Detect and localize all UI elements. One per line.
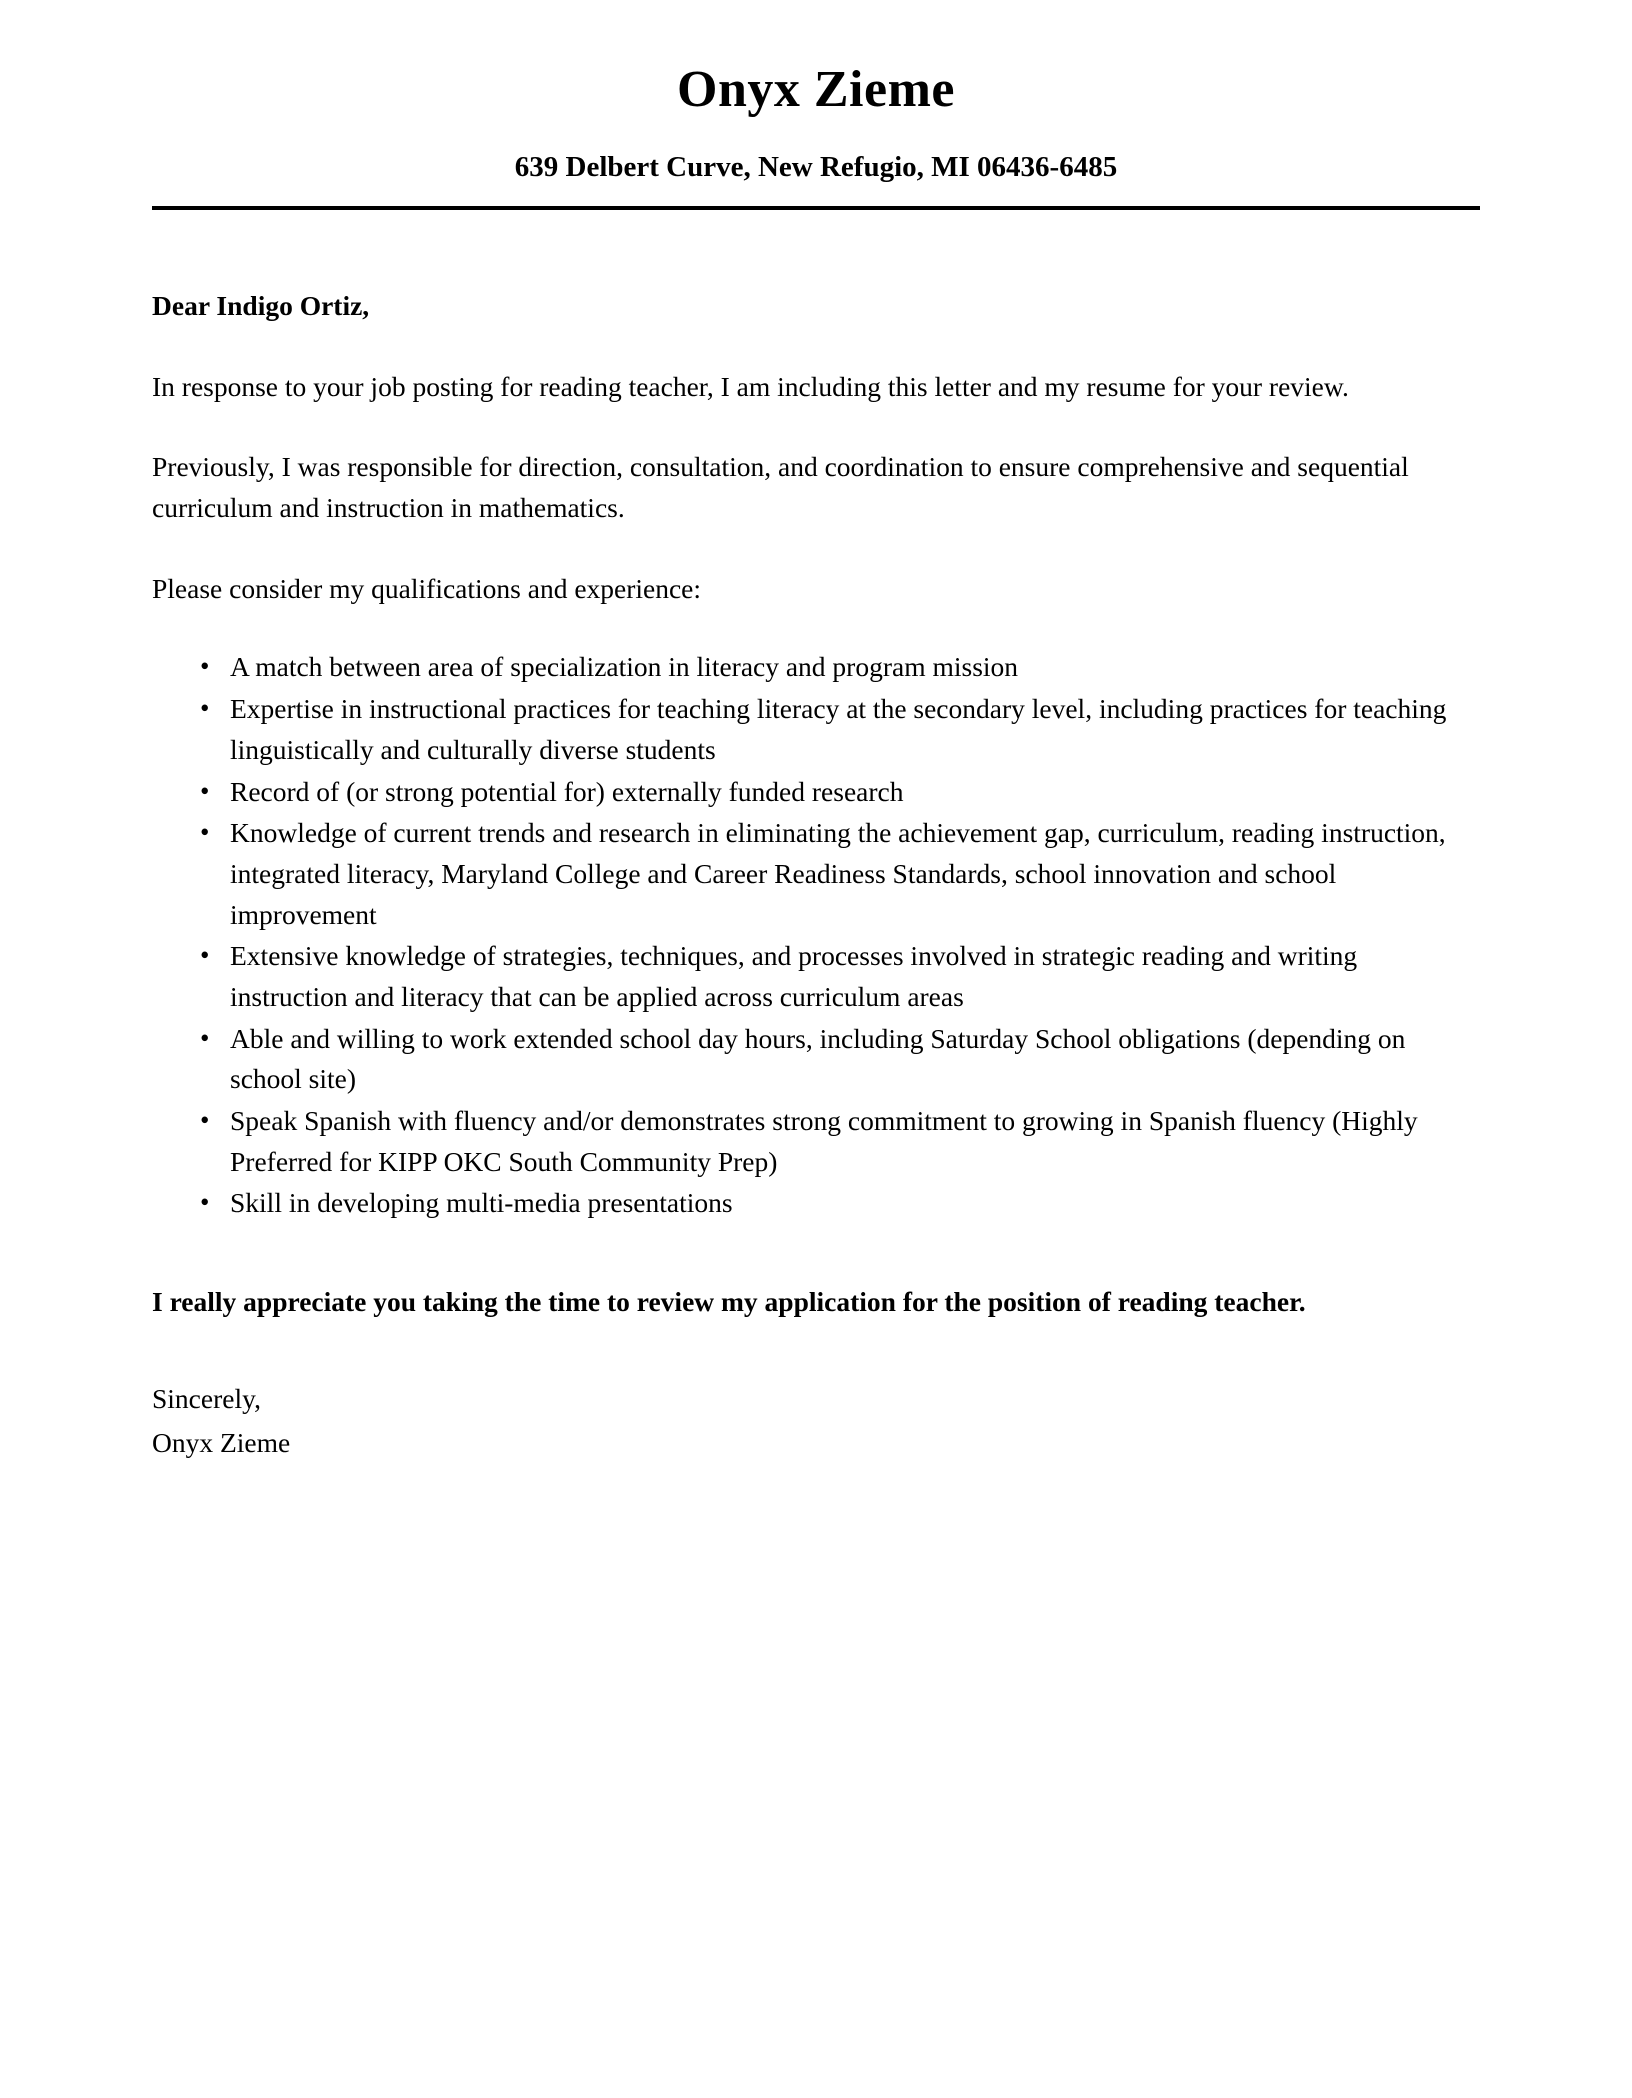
- signoff: Sincerely,: [152, 1382, 261, 1414]
- signature-name: Onyx Zieme: [152, 1427, 291, 1459]
- sender-address: 639 Delbert Curve, New Refugio, MI 06436-6485: [514, 151, 1118, 183]
- qualifications-list: [152, 647, 1480, 1224]
- letter-header: [152, 60, 1480, 210]
- list-item: • Skill in developing multi-media presentations: [200, 1183, 1480, 1224]
- sender-name: Onyx Zieme: [677, 61, 955, 118]
- list-item: • A match between area of specialization in literacy and program mission: [200, 647, 1480, 688]
- closing-statement: I really appreciate you taking the time to review my application for the position of reading teacher.: [152, 1286, 1306, 1318]
- list-item: • Able and willing to work extended school day hours, including Saturday School obligations (depending on school site): [200, 1019, 1480, 1100]
- list-item: • Expertise in instructional practices for teaching literacy at the secondary level, including practices for teaching linguistically and culturally diverse students: [200, 689, 1480, 770]
- salutation: Dear Indigo Ortiz,: [152, 290, 370, 321]
- list-item: • Speak Spanish with fluency and/or demonstrates strong commitment to growing in Spanish fluency (Highly Preferred for KIPP OKC South Community Prep): [200, 1101, 1480, 1182]
- list-item: • Knowledge of current trends and research in eliminating the achievement gap, curriculum, reading instruction, integrated literacy, Maryland College and Career Readiness Standards, school innovation and school improvement: [200, 813, 1480, 935]
- paragraph-previous-experience: Previously, I was responsible for direction, consultation, and coordination to ensure comprehensive and sequential curriculum and instruction in mathematics.: [152, 451, 1409, 524]
- letter-body: [152, 286, 1480, 1464]
- list-item: • Extensive knowledge of strategies, techniques, and processes involved in strategic reading and writing instruction and literacy that can be applied across curriculum areas: [200, 936, 1480, 1017]
- paragraph-intro: In response to your job posting for reading teacher, I am including this letter and my resume for your review.: [152, 370, 1349, 402]
- paragraph-qualifications-lead: Please consider my qualifications and experience:: [152, 572, 702, 604]
- list-item: • Record of (or strong potential for) externally funded research: [200, 772, 1480, 813]
- header-divider: [152, 206, 1480, 210]
